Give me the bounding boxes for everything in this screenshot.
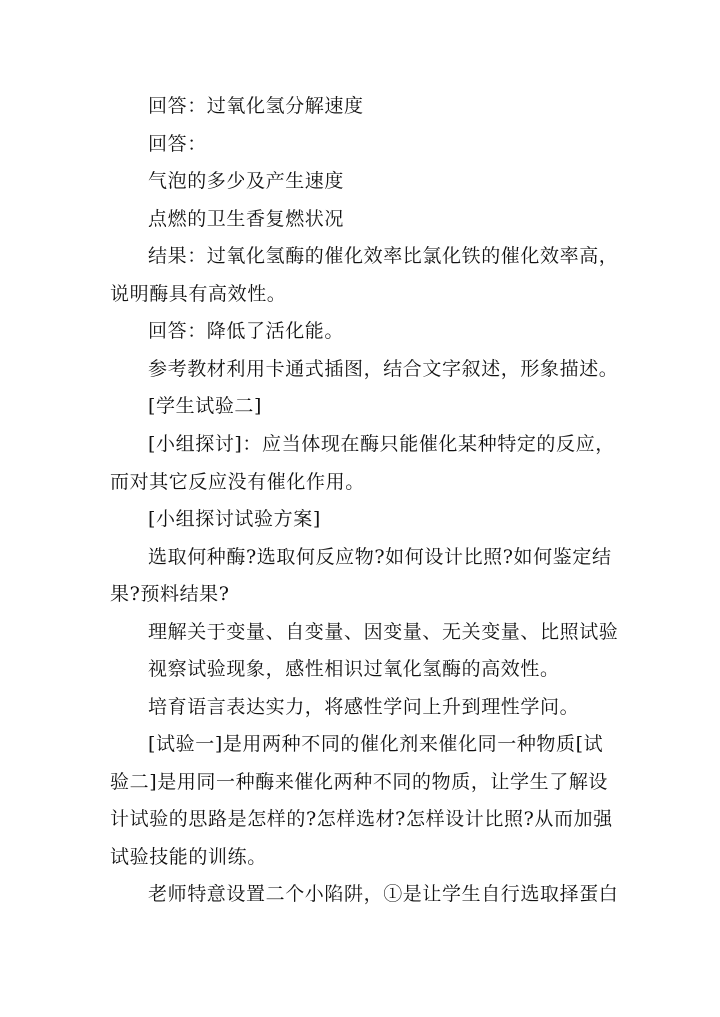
- text-line: 视察试验现象，感性相识过氧化氢酶的高效性。: [148, 658, 560, 680]
- text-line: 回答：: [148, 133, 207, 155]
- text-line: 气泡的多少及产生速度: [148, 170, 345, 192]
- text-line: 点燃的卫生香复燃状况: [148, 208, 345, 230]
- text-line: 回答：过氧化氢分解速度: [148, 95, 364, 117]
- text-line: 回答：降低了活化能。: [148, 320, 345, 342]
- text-line: 果?预料结果?: [110, 583, 230, 605]
- text-line: [试验一]是用两种不同的催化剂来催化同一种物质[试: [148, 733, 604, 755]
- text-line: [小组探讨试验方案]: [148, 508, 321, 530]
- text-line: [学生试验二]: [148, 395, 263, 417]
- text-line: [小组探讨]：应当体现在酶只能催化某种特定的反应，: [148, 433, 615, 455]
- text-line: 试验技能的训练。: [110, 846, 267, 868]
- text-line: 结果：过氧化氢酶的催化效率比氯化铁的催化效率高，: [148, 245, 619, 267]
- text-line: 说明酶具有高效性。: [110, 283, 287, 305]
- text-line: 选取何种酶?选取何反应物?如何设计比照?如何鉴定结: [148, 546, 612, 568]
- text-line: 培育语言表达实力，将感性学问上升到理性学问。: [148, 696, 580, 718]
- text-line: 而对其它反应没有催化作用。: [110, 471, 365, 493]
- text-line: 参考教材利用卡通式插图，结合文字叙述，形象描述。: [148, 358, 619, 380]
- text-line: 理解关于变量、自变量、因变量、无关变量、比照试验: [148, 621, 619, 643]
- text-line: 验二]是用同一种酶来催化两种不同的物质，让学生了解设: [110, 771, 609, 793]
- text-line: 老师特意设置二个小陷阱，①是让学生自行选取择蛋白: [148, 883, 619, 905]
- text-line: 计试验的思路是怎样的?怎样选材?怎样设计比照?从而加强: [110, 808, 613, 830]
